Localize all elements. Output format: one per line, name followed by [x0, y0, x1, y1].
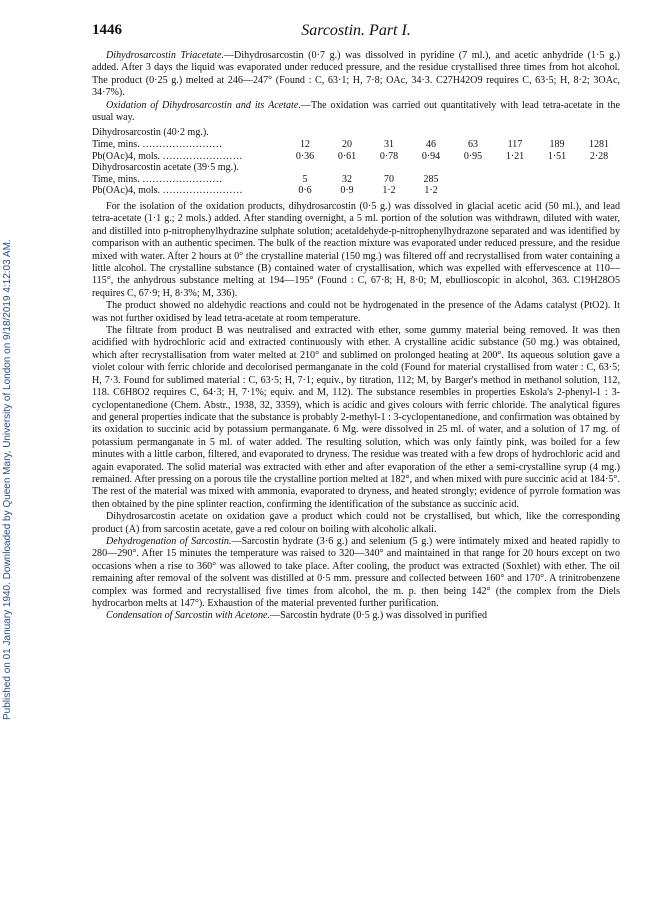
paragraph-text: For the isolation of the oxidation products, dihydrosarcostin (0·5 g.) was dissolved in glacial acetic acid (50 ml.), and lead tetra-acetate (1·1 g.; 2 mols.) added. After standing overnight, a 5 ml. portion of the solution was withdrawn, diluted with water, and distilled into p-nitrophenylhydrazine sulphate solution; acetaldehyde-p-nitrophenylhydrazone separated and was identified by comparison with an authentic specimen. The bulk of the reaction mixture was evaporated under reduced pressure, and the residue mixed with water. After 2 hours at 0° the crystalline material (150 mg.) was filtered off and recrystallised from water containing a little alcohol. The crystalline substance (B) contained water of crystallisation, which was expelled with effervescence at 110—115°, the anhydrous substance melting at 194—195° (Found : C, 67·8; H, 8·0; M, ebullioscopic in alcohol, 363. C19H28O5 requires C, 67·9; H, 8·3%; M, 336). — [92, 201, 620, 299]
table-group-title-row — [92, 162, 620, 174]
table-cell: 285 — [423, 173, 439, 185]
table-cell: 1281 — [589, 139, 609, 151]
paragraph-text: —Sarcostin hydrate (3·6 g.) and selenium (5 g.) were intimately mixed and heated rapidly to 280—290°. After 15 minutes the temperature was raised to 320—340° and maintained in that range for 20 hours except on two occasions when a rise to 360° was allowed to take place. After cooling, the product was extracted (Soxhlet) with ether. The oil remaining after removal of the solvent was distilled at 0·5 mm. pressure and collected between 160° and 170°. A trinitrobenzene complex was formed and recrystallised five times from alcohol, the m. p. then being 142° (the complex from the Diels hydrocarbon melts at 147°). Exhaustion of the material prevented further purification. — [92, 535, 621, 609]
table-row-label: Time, mins. …………………… — [92, 173, 223, 185]
table-cell: 0·94 — [421, 150, 441, 162]
paragraph-oxidation — [92, 100, 620, 125]
table-group-title-row — [92, 127, 620, 139]
paragraph-isolation — [92, 201, 620, 300]
running-title: Sarcostin. Part I. — [301, 22, 411, 39]
table-cell: 1·2 — [382, 185, 396, 197]
paragraph-text: —Sarcostin hydrate (0·5 g.) was dissolved in purified — [270, 610, 487, 622]
table-group-title: Dihydrosarcostin (40·2 mg.). — [92, 127, 209, 139]
table-cell: 117 — [507, 139, 523, 151]
table-cell: 0·78 — [379, 150, 399, 162]
table-cell: 32 — [342, 173, 352, 185]
table-row — [92, 151, 620, 163]
page-number: 1446 — [92, 22, 122, 38]
paragraph-text: —Dihydrosarcostin (0·7 g.) was dissolved in pyridine (7 ml.), and acetic anhydride (1·5 g.) added. After 3 days the liquid was evaporated under reduced pressure, and the residue crystallised three times from hot alcohol. The product (0·25 g.) melted at 246—247° (Found : C, 63·1; H, 7·8; OAc, 34·3. C27H42O9 requires C, 63·5; H, 8·2; 3OAc, 34·7%). — [92, 50, 620, 99]
paragraph-condensation — [92, 610, 620, 622]
table-row — [92, 139, 620, 151]
table-cell: 0·36 — [295, 150, 315, 162]
table-cell: 0·9 — [340, 185, 354, 197]
table-cell: 0·61 — [337, 150, 357, 162]
table-cell: 70 — [384, 173, 394, 185]
table-cell: 1·2 — [424, 185, 438, 197]
paragraph-acetate-oxidation — [92, 511, 620, 536]
paragraph-dehydrogenation — [92, 536, 620, 610]
table-cell: 0·95 — [463, 150, 483, 162]
table-row-label: Pb(OAc)4, mols. …………………… — [92, 150, 243, 162]
section-heading: Condensation of Sarcostin with Acetone. — [106, 610, 271, 622]
table-row-label: Time, mins. …………………… — [92, 139, 223, 151]
paragraph-triacetate — [92, 50, 620, 100]
table-group-title: Dihydrosarcostin acetate (39·5 mg.). — [92, 162, 239, 174]
oxidation-table — [92, 127, 620, 197]
table-row — [92, 185, 620, 197]
table-cell: 2·28 — [589, 150, 609, 162]
table-cell: 1·51 — [547, 150, 567, 162]
table-cell: 63 — [468, 139, 478, 151]
table-row-label: Pb(OAc)4, mols. …………………… — [92, 185, 243, 197]
table-cell: 46 — [426, 139, 436, 151]
section-heading: Oxidation of Dihydrosarcostin and its Acetate. — [106, 99, 301, 111]
paragraph-text: The filtrate from product B was neutralised and extracted with ether, some gummy material being removed. It was then acidified with hydrochloric acid and extracted continuously with ether. A crystalline acidic substance (50 mg.) was obtained, which after recrystallisation from water melted at 210° and sublimed on prolonged heating at 200°. Its aqueous solution gave a violet colour with ferric chloride and decolorised permanganate in the cold (Found for material crystallised from water : C, 63·5; H, 7·3. Found for sublimed material : C, 63·5; H, 7·1; equiv., by titration, 112; M, by Barger's method in methanol solution, 112, 118. C6H8O2 requires C, 64·3; H, 7·1%; equiv. and M, 112). The substance resembles in properties Eskola's 2-phenyl-1 : 3-cyclopentanedione (Chem. Abstr., 1938, 32, 3359), which is acidic and gives colours with ferric chloride. The analytical figures and general properties indicate that the substance is probably 2-methyl-1 : 3-cyclopentanedione, and confirmation was obtained by its oxidation to succinic acid by potassium permanganate. 6 Mg. were dissolved in 25 ml. of water, and a solution of 17 mg. of potassium permanganate in 5 ml. of water added. The resulting solution, which was only faintly pink, was boiled for a few minutes with a little carbon, filtered, and evaporated to dryness. The residue was treated with a few drops of hydrochloric acid and again evaporated. The solid material was extracted with ether and after evaporation of the ether a semi-crystalline syrup (4 mg.) remained. After pressing on a porous tile the crystalline portion melted at 182°, and when mixed with pure succinic acid at 184·5°. The rest of the material was mixed with ammonia, evaporated to dryness, and heated strongly; evidence of pyrrole formation was then obtained by the pine splinter reaction, confirming the identification of the substance as succinic acid. — [92, 325, 620, 510]
paragraph-text: —The oxidation was carried out quantitatively with lead tetra-acetate in the usual way. — [92, 99, 621, 124]
page-header — [92, 22, 620, 44]
paragraph-hydrogenation — [92, 300, 620, 325]
table-cell: 5 — [302, 173, 308, 185]
download-watermark: Published on 01 January 1940. Downloaded by Queen Mary, University of London on 9/18/2019 4:12:03 AM. — [2, 239, 13, 721]
section-heading: Dihydrosarcostin Triacetate. — [106, 50, 224, 61]
table-cell: 1·21 — [505, 150, 525, 162]
article-body — [92, 50, 620, 623]
section-heading: Dehydrogenation of Sarcostin. — [106, 535, 232, 547]
paragraph-text: Dihydrosarcostin acetate on oxidation gave a product which could not be crystallised, but which, like the corresponding product (A) from sarcostin acetate, gave a red colour on boiling with alcoholic alkali. — [92, 511, 620, 535]
table-cell: 12 — [300, 139, 310, 151]
table-cell: 0·6 — [298, 185, 312, 197]
table-cell: 20 — [342, 139, 352, 151]
table-cell: 189 — [549, 139, 565, 151]
paragraph-text: The product showed no aldehydic reactions and could not be hydrogenated in the presence of the Adams catalyst (PtO2). It was not further oxidised by lead tetra-acetate at room temperature. — [92, 300, 620, 324]
paragraph-filtrate — [92, 325, 620, 511]
table-row — [92, 174, 620, 186]
table-cell: 31 — [384, 139, 394, 151]
